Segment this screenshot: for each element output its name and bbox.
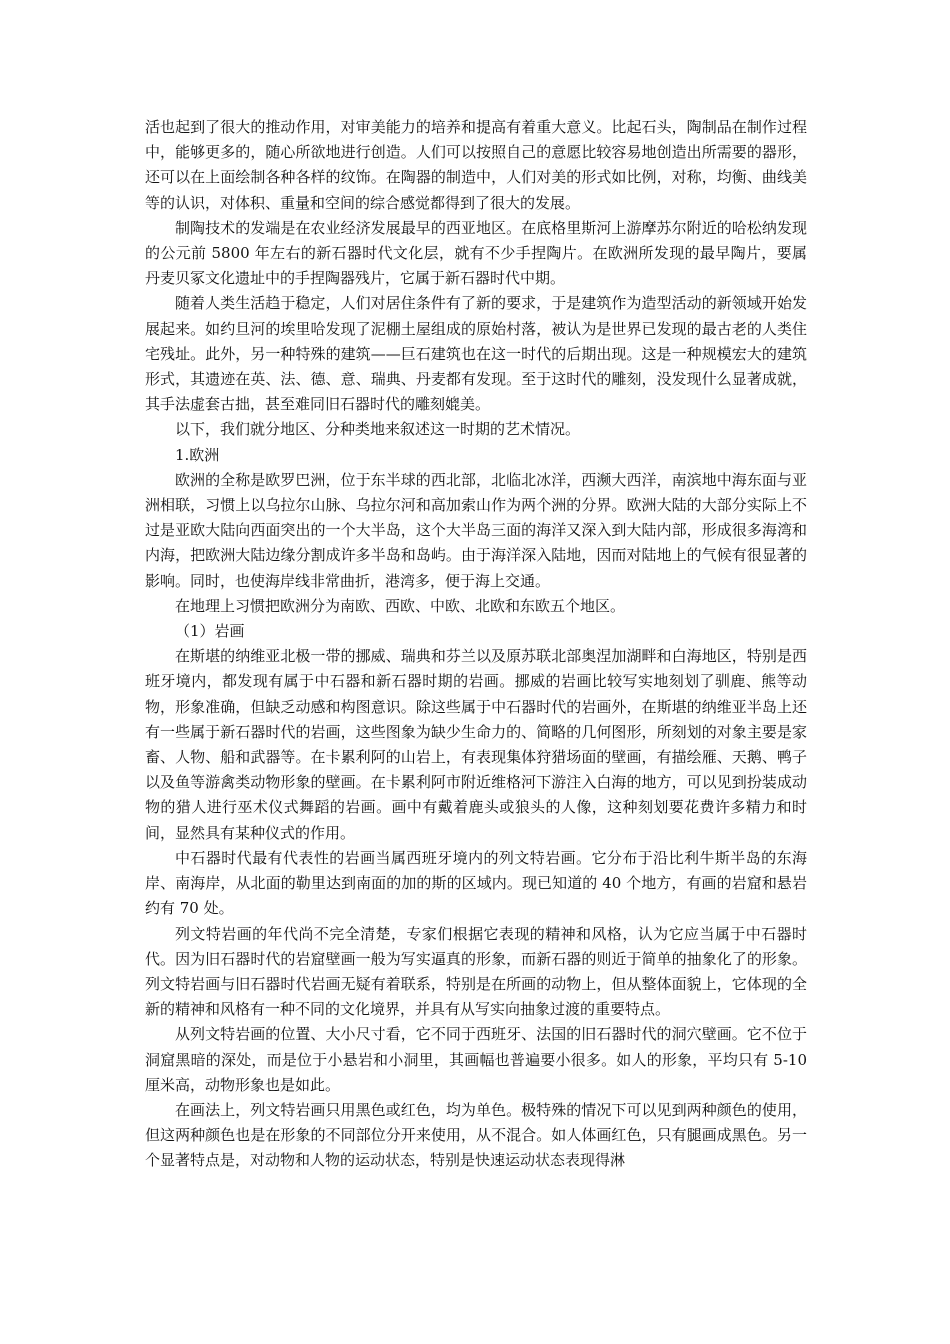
paragraph-architecture: 随着人类生活趋于稳定，人们对居住条件有了新的要求，于是建筑作为造型活动的新领域开始发展起来。如约旦河的埃里哈发现了泥棚土屋组成的原始村落，被认为是世界已发现的最古老的人类住宅残址。此外，另一种特殊的建筑——巨石建筑也在这一时代的后期出现。这是一种规模宏大的建筑形式，其遗迹在英、法、德、意、瑞典、丹麦都有发现。至于这时代的雕刻，没发现什么显著成就，其手法虚套古拙，甚至难同旧石器时代的雕刻媲美。 <box>145 294 807 414</box>
document-page <box>145 115 807 1174</box>
section-heading-europe: 1.欧洲 <box>175 445 220 464</box>
paragraph-levant-rock-art: 中石器时代最有代表性的岩画当属西班牙境内的列文特岩画。它分布于沿比利牛斯半岛的东海岸、南海岸，从北面的勒里达到南面的加的斯的区域内。现已知道的 40 个地方，有画的岩窟和悬岩约有 70 处。 <box>145 848 807 918</box>
subsection-heading-rock-art: （1）岩画 <box>175 622 245 641</box>
paragraph-europe-geography: 欧洲的全称是欧罗巴洲，位于东半球的西北部，北临北冰洋，西濒大西洋，南滨地中海东面与亚洲相联，习惯上以乌拉尔山脉、乌拉尔河和高加索山作为两个洲的分界。欧洲大陆的大部分实际上不过是亚欧大陆向西面突出的一个大半岛，这个大半岛三面的海洋又深入到大陆内部，形成很多海湾和内海，把欧洲大陆边缘分割成许多半岛和岛屿。由于海洋深入陆地，因而对陆地上的气候有很显著的影响。同时，也使海岸线非常曲折，港湾多，便于海上交通。 <box>145 470 807 590</box>
paragraph-scandinavian-rock-art: 在斯堪的纳维亚北极一带的挪威、瑞典和芬兰以及原苏联北部奥涅加湖畔和白海地区，特别是西班牙境内，都发现有属于中石器和新石器时期的岩画。挪威的岩画比较写实地刻划了驯鹿、熊等动物，形象准确，但缺乏动感和构图意识。除这些属于中石器时代的岩画外，在斯堪的纳维亚半岛上还有一些属于新石器时代的岩画，这些图象为缺少生命力的、简略的几何图形，所刻划的对象主要是家畜、人物、船和武器等。在卡累利阿的山岩上，有表现集体狩猎场面的壁画，有描绘雁、天鹅、鸭子以及鱼等游禽类动物形象的壁画。在卡累利阿市附近维格河下游注入白海的地方，可以见到扮装成动物的猎人进行巫术仪式舞蹈的岩画。画中有戴着鹿头或狼头的人像，这种刻划要花费许多精力和时间，显然具有某种仪式的作用。 <box>145 647 807 842</box>
paragraph-levant-dating: 列文特岩画的年代尚不完全清楚，专家们根据它表现的精神和风格，认为它应当属于中石器时代。因为旧石器时代的岩窟壁画一般为写实逼真的形象，而新石器的则近于简单的抽象化了的形象。列文特岩画与旧石器时代岩画无疑有着联系，特别是在所画的动物上，但从整体面貌上，它体现的全新的精神和风格有一种不同的文化境界，并具有从写实向抽象过渡的重要特点。 <box>145 924 807 1019</box>
paragraph-levant-technique: 在画法上，列文特岩画只用黑色或红色，均为单色。极特殊的情况下可以见到两种颜色的使用，但这两种颜色也是在形象的不同部位分开来使用，从不混合。如人体画红色，只有腿画成黑色。另一个显著特点是，对动物和人物的运动状态，特别是快速运动状态表现得淋 <box>145 1100 807 1170</box>
paragraph-europe-regions: 在地理上习惯把欧洲分为南欧、西欧、中欧、北欧和东欧五个地区。 <box>175 596 626 615</box>
paragraph-overview: 以下，我们就分地区、分种类地来叙述这一时期的艺术情况。 <box>175 420 581 439</box>
paragraph-pottery-origin: 制陶技术的发端是在农业经济发展最早的西亚地区。在底格里斯河上游摩苏尔附近的哈松纳发现的公元前 5800 年左右的新石器时代文化层，就有不少手捏陶片。在欧洲所发现的最早陶片，要属丹麦贝冢文化遗址中的手捏陶器残片，它属于新石器时代中期。 <box>145 218 807 288</box>
paragraph-levant-size: 从列文特岩画的位置、大小尺寸看，它不同于西班牙、法国的旧石器时代的洞穴壁画。它不位于洞窟黑暗的深处，而是位于小悬岩和小洞里，其画幅也普遍要小很多。如人的形象，平均只有 5-10 厘米高，动物形象也是如此。 <box>145 1025 807 1094</box>
paragraph-pottery-intro: 活也起到了很大的推动作用，对审美能力的培养和提高有着重大意义。比起石头，陶制品在制作过程中，能够更多的，随心所欲地进行创造。人们可以按照自己的意愿比较容易地创造出所需要的器形，还可以在上面绘制各种各样的纹饰。在陶器的制造中，人们对美的形式如比例，对称，均衡、曲线美等的认识，对体积、重量和空间的综合感觉都得到了很大的发展。 <box>145 118 807 212</box>
